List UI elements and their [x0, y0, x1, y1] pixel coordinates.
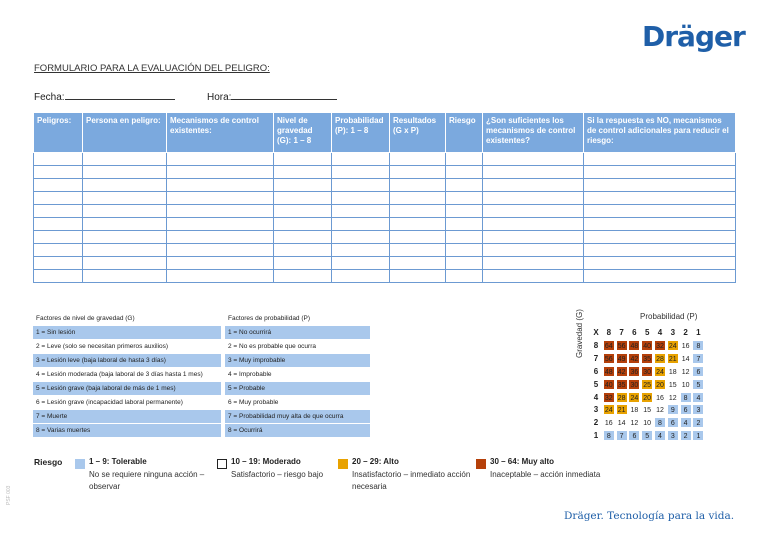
- matrix-col-header: 4: [657, 328, 663, 337]
- table-cell[interactable]: [446, 257, 483, 270]
- table-cell[interactable]: [167, 166, 274, 179]
- legend-title: Riesgo: [34, 457, 63, 467]
- matrix-cell: 2: [680, 430, 692, 441]
- matrix-cell: 24: [603, 404, 615, 415]
- table-cell[interactable]: [83, 179, 167, 192]
- matrix-cell: 36: [628, 366, 640, 377]
- gravedad-factor: 5 = Lesión grave (baja laboral de más de 1 mes): [33, 382, 221, 396]
- matrix-cell: 12: [680, 366, 692, 377]
- legend-swatch: [338, 459, 348, 469]
- matrix-cell: 40: [603, 379, 615, 390]
- table-cell[interactable]: [584, 192, 736, 205]
- matrix-cell: 1: [692, 430, 704, 441]
- table-cell[interactable]: [332, 257, 390, 270]
- matrix-cell: 12: [667, 392, 679, 403]
- probabilidad-factor: 1 = No ocurrirá: [225, 326, 370, 340]
- matrix-cell: 6: [628, 430, 640, 441]
- form-title: FORMULARIO PARA LA EVALUACIÓN DEL PELIGRO:: [34, 63, 270, 74]
- matrix-col-header: 8: [606, 328, 612, 337]
- table-cell[interactable]: [34, 270, 83, 283]
- table-cell[interactable]: [584, 166, 736, 179]
- table-cell[interactable]: [34, 166, 83, 179]
- probabilidad-factor: 2 = No es probable que ocurra: [225, 340, 370, 354]
- col-suficientes: ¿Son suficientes los mecanismos de control existentes?: [483, 113, 584, 153]
- matrix-cell: 48: [603, 366, 615, 377]
- table-cell[interactable]: [167, 231, 274, 244]
- legend-range: 1 – 9: Tolerable: [89, 457, 147, 466]
- table-cell[interactable]: [584, 244, 736, 257]
- table-cell[interactable]: [390, 257, 446, 270]
- gravedad-factor: 3 = Lesión leve (baja laboral de hasta 3 días): [33, 354, 221, 368]
- hazard-assessment-table: [33, 112, 736, 283]
- table-cell[interactable]: [34, 231, 83, 244]
- matrix-cell: 32: [603, 392, 615, 403]
- table-cell[interactable]: [483, 179, 584, 192]
- col-gravedad: Nivel de gravedad (G): 1 – 8: [274, 113, 332, 153]
- legend-swatch: [476, 459, 486, 469]
- matrix-row-header: 8: [593, 340, 599, 350]
- matrix-cell: 42: [628, 353, 640, 364]
- matrix-cell: 4: [654, 430, 666, 441]
- factors-row: [33, 410, 370, 424]
- table-cell[interactable]: [83, 270, 167, 283]
- matrix-cell: 32: [654, 340, 666, 351]
- matrix-col-header: 6: [632, 328, 637, 337]
- table-cell[interactable]: [167, 257, 274, 270]
- col-peligros: Peligros:: [34, 113, 83, 153]
- matrix-row-header: 6: [593, 366, 599, 376]
- matrix-cell: 24: [628, 392, 640, 403]
- table-cell[interactable]: [34, 218, 83, 231]
- table-cell[interactable]: [83, 244, 167, 257]
- matrix-cell: 20: [641, 392, 653, 403]
- table-header-row: [34, 113, 736, 153]
- table-cell[interactable]: [390, 205, 446, 218]
- matrix-cell: 3: [692, 404, 704, 415]
- table-cell[interactable]: [390, 192, 446, 205]
- table-cell[interactable]: [274, 192, 332, 205]
- matrix-cell: 4: [692, 392, 704, 403]
- table-cell[interactable]: [274, 231, 332, 244]
- matrix-cell: 6: [667, 417, 679, 428]
- table-cell[interactable]: [446, 231, 483, 244]
- matrix-cell: 14: [616, 417, 628, 428]
- matrix-cell: 25: [641, 379, 653, 390]
- table-cell[interactable]: [483, 205, 584, 218]
- gravedad-factor: 6 = Lesión grave (incapacidad laboral permanente): [33, 396, 221, 410]
- matrix-cell: 35: [641, 353, 653, 364]
- matrix-cell: 30: [628, 379, 640, 390]
- legend-swatch: [217, 459, 227, 469]
- table-cell[interactable]: [83, 166, 167, 179]
- table-cell[interactable]: [83, 218, 167, 231]
- table-row: [34, 192, 736, 205]
- table-cell[interactable]: [390, 270, 446, 283]
- probability-axis-label: Probabilidad (P): [640, 312, 698, 321]
- table-cell[interactable]: [390, 231, 446, 244]
- table-cell[interactable]: [446, 166, 483, 179]
- fecha-field: [34, 89, 175, 103]
- legend-range: 30 – 64: Muy alto: [490, 457, 555, 466]
- matrix-cell: 8: [692, 340, 704, 351]
- matrix-cell: 7: [692, 353, 704, 364]
- table-cell[interactable]: [446, 205, 483, 218]
- matrix-cell: 15: [667, 379, 679, 390]
- table-cell[interactable]: [332, 218, 390, 231]
- factors-header-row: [33, 312, 370, 326]
- table-cell[interactable]: [34, 153, 83, 166]
- table-cell[interactable]: [390, 218, 446, 231]
- table-cell[interactable]: [34, 244, 83, 257]
- matrix-cell: 21: [667, 353, 679, 364]
- col-riesgo: Riesgo: [446, 113, 483, 153]
- table-cell[interactable]: [584, 179, 736, 192]
- col-mecanismos: Mecanismos de control existentes:: [167, 113, 274, 153]
- table-row: [34, 205, 736, 218]
- matrix-cell: 8: [680, 392, 692, 403]
- table-cell[interactable]: [483, 257, 584, 270]
- probabilidad-factor: 8 = Ocurrirá: [225, 424, 370, 438]
- table-cell[interactable]: [167, 218, 274, 231]
- table-cell[interactable]: [332, 192, 390, 205]
- legend-description: Inaceptable – acción inmediata: [490, 470, 601, 479]
- matrix-col-header: 5: [644, 328, 650, 337]
- table-cell[interactable]: [584, 205, 736, 218]
- table-cell[interactable]: [446, 244, 483, 257]
- probabilidad-factor: 4 = Improbable: [225, 368, 370, 382]
- factors-row: [33, 396, 370, 410]
- hora-field: [207, 89, 337, 103]
- probabilidad-factor: Factores de probabilidad (P): [225, 312, 370, 326]
- table-cell[interactable]: [167, 205, 274, 218]
- table-row: [34, 231, 736, 244]
- table-cell[interactable]: [34, 257, 83, 270]
- table-cell[interactable]: [332, 153, 390, 166]
- matrix-cell: 49: [616, 353, 628, 364]
- matrix-row-header: 4: [593, 392, 599, 402]
- table-cell[interactable]: [274, 153, 332, 166]
- legend-range: 20 – 29: Alto: [352, 457, 399, 466]
- table-cell[interactable]: [83, 192, 167, 205]
- brand-tagline: Dräger. Tecnología para la vida.: [564, 510, 735, 522]
- factors-row: [33, 424, 370, 438]
- factors-row: [33, 368, 370, 382]
- col-persona: Persona en peligro:: [83, 113, 167, 153]
- matrix-cell: 48: [628, 340, 640, 351]
- table-cell[interactable]: [332, 205, 390, 218]
- hora-label: Hora:: [207, 92, 232, 103]
- matrix-cell: 8: [603, 430, 615, 441]
- matrix-cell: 42: [616, 366, 628, 377]
- gravedad-factor: 4 = Lesión moderada (baja laboral de 3 días hasta 1 mes): [33, 368, 221, 382]
- matrix-cell: 20: [654, 379, 666, 390]
- matrix-cell: 15: [641, 404, 653, 415]
- factors-row: [33, 340, 370, 354]
- fecha-input-line[interactable]: [65, 89, 175, 100]
- legend-swatch: [75, 459, 85, 469]
- document-code: PSF 003: [6, 485, 12, 505]
- table-cell[interactable]: [274, 218, 332, 231]
- table-cell[interactable]: [332, 244, 390, 257]
- col-probabilidad: Probabilidad (P): 1 – 8: [332, 113, 390, 153]
- table-cell[interactable]: [83, 153, 167, 166]
- col-resultados: Resultados (G x P): [390, 113, 446, 153]
- table-cell[interactable]: [274, 244, 332, 257]
- table-cell[interactable]: [83, 205, 167, 218]
- legend-description: No se requiere ninguna acción – observar: [89, 470, 205, 491]
- table-cell[interactable]: [446, 192, 483, 205]
- matrix-cell: 5: [692, 379, 704, 390]
- table-cell[interactable]: [483, 231, 584, 244]
- table-cell[interactable]: [390, 244, 446, 257]
- matrix-row-header: 1: [593, 431, 599, 441]
- matrix-cell: 64: [603, 340, 615, 351]
- gravedad-factor: Factores de nivel de gravedad (G): [33, 312, 221, 326]
- matrix-col-header: 7: [619, 328, 624, 337]
- gravity-axis-label: Gravedad (G): [575, 309, 584, 358]
- table-cell[interactable]: [483, 244, 584, 257]
- table-cell[interactable]: [83, 257, 167, 270]
- table-cell[interactable]: [274, 270, 332, 283]
- gravedad-factor: 7 = Muerte: [33, 410, 221, 424]
- factors-row: [33, 354, 370, 368]
- gravedad-factor: 8 = Varias muertes: [33, 424, 221, 438]
- legend-range: 10 – 19: Moderado: [231, 457, 301, 466]
- matrix-cell: 12: [654, 404, 666, 415]
- matrix-row-header: 3: [593, 405, 599, 415]
- table-row: [34, 218, 736, 231]
- col-adicionales: Si la respuesta es NO, mecanismos de control adicionales para reducir el riesgo:: [584, 113, 736, 153]
- table-cell[interactable]: [446, 270, 483, 283]
- matrix-cell: 8: [654, 417, 666, 428]
- matrix-cell: 6: [692, 366, 704, 377]
- table-cell[interactable]: [274, 166, 332, 179]
- table-cell[interactable]: [446, 218, 483, 231]
- table-cell[interactable]: [584, 231, 736, 244]
- matrix-cell: 6: [680, 404, 692, 415]
- table-cell[interactable]: [584, 153, 736, 166]
- probabilidad-factor: 3 = Muy improbable: [225, 354, 370, 368]
- factors-table: [33, 312, 370, 438]
- table-cell[interactable]: [167, 153, 274, 166]
- table-cell[interactable]: [34, 192, 83, 205]
- matrix-col-header: 1: [696, 328, 701, 337]
- legend-description: Satisfactorio – riesgo bajo: [231, 470, 324, 479]
- table-cell[interactable]: [483, 153, 584, 166]
- table-cell[interactable]: [167, 244, 274, 257]
- matrix-row-header: 2: [593, 418, 599, 428]
- table-cell[interactable]: [390, 153, 446, 166]
- table-cell[interactable]: [34, 179, 83, 192]
- matrix-cell: 10: [641, 417, 653, 428]
- table-cell[interactable]: [446, 179, 483, 192]
- table-cell[interactable]: [274, 257, 332, 270]
- matrix-cell: 24: [667, 340, 679, 351]
- matrix-cell: 28: [654, 353, 666, 364]
- table-row: [34, 270, 736, 283]
- table-cell[interactable]: [332, 231, 390, 244]
- matrix-cell: 16: [654, 392, 666, 403]
- matrix-cell: 56: [616, 340, 628, 351]
- table-row: [34, 153, 736, 166]
- table-cell[interactable]: [167, 270, 274, 283]
- matrix-cell: 7: [616, 430, 628, 441]
- table-cell[interactable]: [332, 179, 390, 192]
- fecha-label: Fecha:: [34, 92, 65, 103]
- table-cell[interactable]: [167, 192, 274, 205]
- probabilidad-factor: 7 = Probabilidad muy alta de que ocurra: [225, 410, 370, 424]
- table-cell[interactable]: [167, 179, 274, 192]
- table-row: [34, 166, 736, 179]
- matrix-cell: 30: [641, 366, 653, 377]
- table-cell[interactable]: [483, 166, 584, 179]
- factors-row: [33, 326, 370, 340]
- matrix-cell: 16: [603, 417, 615, 428]
- matrix-cell: 18: [667, 366, 679, 377]
- factors-row: [33, 382, 370, 396]
- table-cell[interactable]: [483, 270, 584, 283]
- drager-logo: Dräger: [642, 20, 745, 53]
- table-cell[interactable]: [332, 166, 390, 179]
- table-cell[interactable]: [584, 218, 736, 231]
- matrix-row-header: 7: [593, 353, 599, 363]
- table-cell[interactable]: [390, 179, 446, 192]
- matrix-corner: X: [593, 328, 599, 337]
- matrix-cell: 16: [680, 340, 692, 351]
- matrix-cell: 56: [603, 353, 615, 364]
- gravedad-factor: 1 = Sin lesión: [33, 326, 221, 340]
- table-cell[interactable]: [584, 270, 736, 283]
- matrix-cell: 3: [667, 430, 679, 441]
- table-cell[interactable]: [446, 153, 483, 166]
- matrix-cell: 12: [628, 417, 640, 428]
- matrix-cell: 24: [654, 366, 666, 377]
- matrix-cell: 9: [667, 404, 679, 415]
- gravedad-factor: 2 = Leve (solo se necesitan primeros auxilios): [33, 340, 221, 354]
- matrix-cell: 5: [641, 430, 653, 441]
- matrix-col-header: 3: [670, 328, 676, 337]
- probabilidad-factor: 5 = Probable: [225, 382, 370, 396]
- table-cell[interactable]: [483, 218, 584, 231]
- hora-input-line[interactable]: [231, 89, 337, 100]
- legend-description: Insatisfactorio – inmediato acción necesaria: [352, 470, 471, 491]
- table-cell[interactable]: [584, 257, 736, 270]
- table-row: [34, 179, 736, 192]
- table-cell[interactable]: [390, 166, 446, 179]
- table-cell[interactable]: [483, 192, 584, 205]
- matrix-cell: 21: [616, 404, 628, 415]
- matrix-cell: 40: [641, 340, 653, 351]
- matrix-cell: 14: [680, 353, 692, 364]
- matrix-cell: 4: [680, 417, 692, 428]
- table-cell[interactable]: [332, 270, 390, 283]
- table-cell[interactable]: [34, 205, 83, 218]
- table-row: [34, 257, 736, 270]
- matrix-cell: 35: [616, 379, 628, 390]
- matrix-row-header: 5: [593, 379, 599, 389]
- table-cell[interactable]: [274, 205, 332, 218]
- table-cell[interactable]: [83, 231, 167, 244]
- matrix-cell: 28: [616, 392, 628, 403]
- matrix-cell: 18: [628, 404, 640, 415]
- probabilidad-factor: 6 = Muy probable: [225, 396, 370, 410]
- matrix-cell: 2: [692, 417, 704, 428]
- matrix-cell: 10: [680, 379, 692, 390]
- matrix-col-header: 2: [683, 328, 688, 337]
- table-row: [34, 244, 736, 257]
- table-cell[interactable]: [274, 179, 332, 192]
